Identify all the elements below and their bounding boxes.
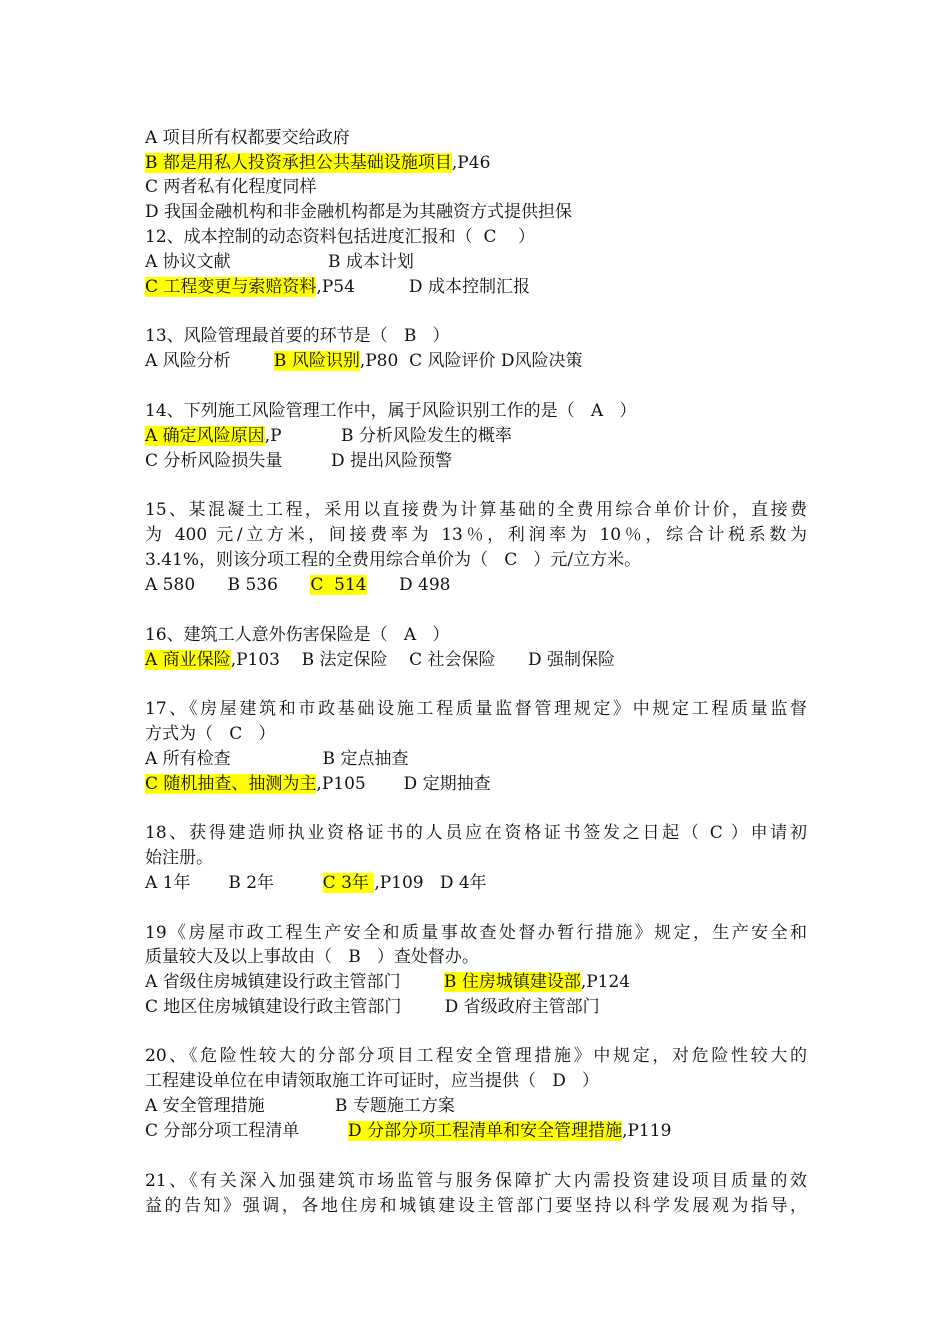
- text-segment: C 地区住房城镇建设行政主管部门 D 省级政府主管部门: [145, 997, 600, 1017]
- text-line: [145, 698, 807, 720]
- text-segment: C 两者私有化程度同样: [145, 177, 317, 197]
- text-segment: D 498: [366, 575, 451, 595]
- text-segment: ,P105 D 定期抽查: [316, 774, 491, 794]
- highlighted-answer: C 工程变更与索赔资料: [145, 277, 317, 297]
- text-segment: C 分部分项工程清单: [145, 1121, 349, 1141]
- text-line: [145, 971, 630, 993]
- text-segment: A 安全管理措施 B 专题施工方案: [145, 1096, 455, 1116]
- text-segment: 始注册。: [145, 848, 213, 868]
- text-segment: 15、某混凝土工程，采用以直接费为计算基础的全费用综合单价计价，直接费: [145, 500, 807, 520]
- text-segment: 20、《危险性较大的分部分项目工程安全管理措施》中规定，对危险性较大的: [145, 1046, 807, 1066]
- highlighted-answer: B 风险识别: [273, 351, 360, 371]
- text-line: [145, 1170, 807, 1192]
- text-segment: 18、获得建造师执业资格证书的人员应在资格证书签发之日起（ C ）申请初: [145, 823, 807, 843]
- text-segment: ,P54 D 成本控制汇报: [316, 277, 530, 297]
- highlighted-answer: B 住房城镇建设部: [443, 972, 581, 992]
- text-segment: 13、风险管理最首要的环节是（ B ）: [145, 326, 450, 346]
- text-line: [145, 549, 641, 571]
- text-line: [145, 325, 450, 347]
- text-line: [145, 1195, 807, 1217]
- text-line: [145, 524, 807, 546]
- highlighted-answer: A 商业保险: [145, 650, 231, 670]
- text-line: [145, 152, 490, 174]
- text-segment: 16、建筑工人意外伤害保险是（ A ）: [145, 625, 450, 645]
- text-line: [145, 624, 449, 646]
- text-segment: ,P119: [622, 1121, 672, 1141]
- text-segment: A 项目所有权都要交给政府: [145, 128, 350, 148]
- text-line: [145, 276, 530, 298]
- text-segment: 工程建设单位在申请领取施工许可证时，应当提供（ D ）: [145, 1071, 600, 1091]
- highlighted-answer: A 确定风险原因: [145, 426, 265, 446]
- highlighted-answer: C 随机抽查、抽测为主: [145, 774, 317, 794]
- text-segment: 19《房屋市政工程生产安全和质量事故查处督办暂行措施》规定，生产安全和: [145, 923, 807, 943]
- text-line: [145, 400, 636, 422]
- text-segment: A 协议文献 B 成本计划: [145, 252, 414, 272]
- text-line: [145, 773, 491, 795]
- text-line: [145, 226, 535, 248]
- highlighted-answer: C 3年: [322, 873, 375, 893]
- highlighted-answer: B 都是用私人投资承担公共基础设施项目: [145, 153, 452, 173]
- text-line: [145, 350, 583, 372]
- text-line: [145, 425, 512, 447]
- text-line: [145, 996, 600, 1018]
- text-line: [145, 922, 807, 944]
- text-line: [145, 127, 350, 149]
- text-segment: C 分析风险损失量 D 提出风险预警: [145, 451, 453, 471]
- text-line: [145, 1070, 599, 1092]
- text-line: [145, 723, 275, 745]
- text-segment: ,P46: [451, 153, 491, 173]
- text-line: [145, 201, 572, 223]
- text-segment: D 我国金融机构和非金融机构都是为其融资方式提供担保: [145, 202, 573, 222]
- text-line: [145, 1120, 671, 1142]
- text-line: [145, 946, 479, 968]
- text-line: [145, 176, 316, 198]
- text-segment: A 风险分析: [145, 351, 274, 371]
- text-segment: 为 400 元/立方米，间接费率为 13％，利润率为 10％，综合计税系数为: [145, 525, 807, 545]
- text-segment: 质量较大及以上事故由（ B ）查处督办。: [145, 947, 479, 967]
- text-segment: 17、《房屋建筑和市政基础设施工程质量监督管理规定》中规定工程质量监督: [145, 699, 807, 719]
- text-segment: ,P109 D 4年: [374, 873, 487, 893]
- text-line: [145, 251, 414, 273]
- text-segment: 益的告知》强调，各地住房和城镇建设主管部门要坚持以科学发展观为指导，: [145, 1196, 807, 1216]
- text-segment: ,P B 分析风险发生的概率: [264, 426, 512, 446]
- text-line: [145, 822, 807, 844]
- text-line: [145, 649, 615, 671]
- text-line: [145, 1095, 455, 1117]
- text-segment: A 1年 B 2年: [145, 873, 323, 893]
- text-line: [145, 450, 452, 472]
- text-segment: ,P103 B 法定保险 C 社会保险 D 强制保险: [230, 650, 615, 670]
- text-segment: 12、成本控制的动态资料包括进度汇报和（ C ）: [145, 227, 536, 247]
- text-line: [145, 499, 807, 521]
- text-segment: 14、下列施工风险管理工作中，属于风险识别工作的是（ A ）: [145, 401, 637, 421]
- text-segment: ,P124: [580, 972, 631, 992]
- text-segment: ,P80 C 风险评价 D风险决策: [359, 351, 583, 371]
- highlighted-answer: C 514: [310, 575, 367, 595]
- text-segment: A 580 B 536: [145, 575, 311, 595]
- highlighted-answer: D 分部分项工程清单和安全管理措施: [348, 1121, 623, 1141]
- text-line: [145, 748, 408, 770]
- text-segment: 3.41%，则该分项工程的全费用综合单价为（ C ）元/立方米。: [145, 550, 642, 570]
- text-segment: 21、《有关深入加强建筑市场监管与服务保障扩大内需投资建设项目质量的效: [145, 1171, 807, 1191]
- text-segment: A 所有检查 B 定点抽查: [145, 749, 409, 769]
- text-line: [145, 847, 213, 869]
- text-segment: A 省级住房城镇建设行政主管部门: [145, 972, 444, 992]
- text-line: [145, 872, 487, 894]
- text-line: [145, 1045, 807, 1067]
- text-segment: 方式为（ C ）: [145, 724, 276, 744]
- text-line: [145, 574, 451, 596]
